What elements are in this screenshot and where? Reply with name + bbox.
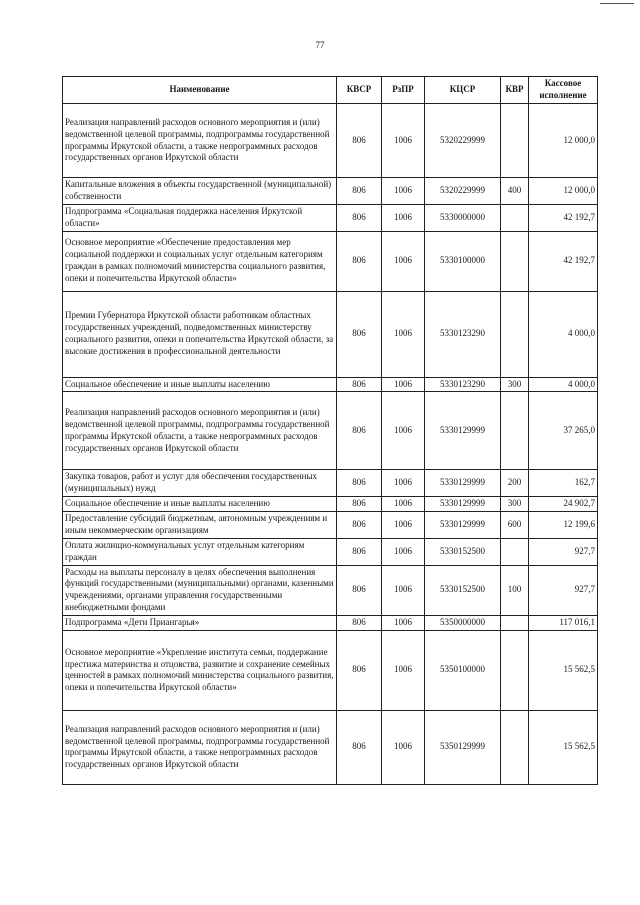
table-cell-name: Расходы на выплаты персоналу в целях обеспечения выполнения функций государственными (муниципальными) органами, казенными учреждениями, органами управления государственными внебюджетными фондами (63, 565, 337, 616)
table-cell-rzpr: 1006 (382, 204, 425, 231)
corner-mark (600, 3, 634, 4)
table-cell-kvsr: 806 (337, 470, 382, 497)
table-cell-rzpr: 1006 (382, 512, 425, 539)
table-cell-kvr: 400 (501, 178, 529, 205)
table-cell-kvsr: 806 (337, 392, 382, 470)
table-cell-amount: 162,7 (529, 470, 598, 497)
table-cell-kcsr: 5330123290 (425, 291, 501, 377)
table-cell-kvsr: 806 (337, 497, 382, 512)
table-cell-kvr (501, 538, 529, 565)
header-rzpr: РзПР (382, 77, 425, 104)
table-row (63, 392, 598, 470)
table-cell-rzpr: 1006 (382, 497, 425, 512)
table-cell-name: Премии Губернатора Иркутской области работникам областных государственных учреждений, подведомственных министерству социального развития, опеки и попечительства Иркутской области, за высокие достижения в профессиональной деятельности (63, 291, 337, 377)
table-cell-amount: 117 016,1 (529, 616, 598, 631)
table-cell-amount: 42 192,7 (529, 231, 598, 291)
table-row (63, 231, 598, 291)
table-cell-kcsr: 5330123290 (425, 377, 501, 392)
table-row (63, 104, 598, 178)
table-cell-rzpr: 1006 (382, 231, 425, 291)
table-cell-name: Реализация направлений расходов основного мероприятия и (или) ведомственной целевой программы, подпрограммы государственной программы Иркутской области, а также непрограммных расходов государственных органов Иркутской области (63, 392, 337, 470)
table-cell-name: Капитальные вложения в объекты государственной (муниципальной) собственности (63, 178, 337, 205)
table-cell-name: Закупка товаров, работ и услуг для обеспечения государственных (муниципальных) нужд (63, 470, 337, 497)
page-number: 77 (315, 40, 325, 50)
table-cell-kcsr: 5350000000 (425, 616, 501, 631)
table-row (63, 512, 598, 539)
table-cell-amount: 15 562,5 (529, 710, 598, 784)
header-kcsr: КЦСР (425, 77, 501, 104)
table-cell-kvsr: 806 (337, 178, 382, 205)
table-row (63, 616, 598, 631)
table-cell-name: Социальное обеспечение и иные выплаты населению (63, 377, 337, 392)
table-cell-kcsr: 5330152500 (425, 538, 501, 565)
table-cell-kvr (501, 392, 529, 470)
table-cell-amount: 12 000,0 (529, 104, 598, 178)
table-row (63, 565, 598, 616)
table-cell-kvr: 600 (501, 512, 529, 539)
table-cell-kvr (501, 204, 529, 231)
table-cell-name: Реализация направлений расходов основного мероприятия и (или) ведомственной целевой программы, подпрограммы государственной программы Иркутской области, а также непрограммных расходов государственных органов Иркутской области (63, 710, 337, 784)
table-cell-kvr: 100 (501, 565, 529, 616)
table-cell-kcsr: 5350100000 (425, 630, 501, 710)
table-cell-rzpr: 1006 (382, 377, 425, 392)
table-cell-name: Основное мероприятие «Укрепление института семьи, поддержание престижа материнства и отцовства, развитие и сохранение семейных ценностей в рамках полномочий министерства социального развития, опеки и попечительства Иркутской области» (63, 630, 337, 710)
table-cell-name: Оплата жилищно-коммунальных услуг отдельным категориям граждан (63, 538, 337, 565)
table-cell-kvr (501, 616, 529, 631)
table-cell-rzpr: 1006 (382, 565, 425, 616)
table-cell-amount: 927,7 (529, 538, 598, 565)
table-cell-name: Предоставление субсидий бюджетным, автономным учреждениям и иным некоммерческим организациям (63, 512, 337, 539)
table-cell-kvr: 300 (501, 497, 529, 512)
table-cell-amount: 927,7 (529, 565, 598, 616)
table-cell-amount: 4 000,0 (529, 377, 598, 392)
table-cell-rzpr: 1006 (382, 291, 425, 377)
table-cell-kcsr: 5330129999 (425, 512, 501, 539)
table-cell-name: Реализация направлений расходов основного мероприятия и (или) ведомственной целевой программы, подпрограммы государственной программы Иркутской области, а также непрограммных расходов государственных органов Иркутской области (63, 104, 337, 178)
header-name: Наименование (63, 77, 337, 104)
table-cell-kcsr: 5330129999 (425, 392, 501, 470)
table-cell-kcsr: 5330100000 (425, 231, 501, 291)
header-kvsr: КВСР (337, 77, 382, 104)
table-cell-rzpr: 1006 (382, 616, 425, 631)
table-cell-name: Социальное обеспечение и иные выплаты населению (63, 497, 337, 512)
table-cell-kvsr: 806 (337, 377, 382, 392)
table-cell-rzpr: 1006 (382, 630, 425, 710)
table-cell-amount: 24 902,7 (529, 497, 598, 512)
table-cell-kvsr: 806 (337, 710, 382, 784)
table-cell-kcsr: 5330129999 (425, 470, 501, 497)
table-cell-name: Подпрограмма «Социальная поддержка населения Иркутской области» (63, 204, 337, 231)
table-cell-amount: 15 562,5 (529, 630, 598, 710)
table-cell-kcsr: 5320229999 (425, 178, 501, 205)
table-cell-kvsr: 806 (337, 104, 382, 178)
table-cell-kvsr: 806 (337, 512, 382, 539)
table-row (63, 178, 598, 205)
table-cell-kvr (501, 291, 529, 377)
table-cell-amount: 37 265,0 (529, 392, 598, 470)
table-cell-kvsr: 806 (337, 565, 382, 616)
table-cell-name: Основное мероприятие «Обеспечение предоставления мер социальной поддержки и социальных услуг отдельным категориям граждан в рамках полномочий министерства социального развития, опеки и попечительства Иркутской области» (63, 231, 337, 291)
table-cell-rzpr: 1006 (382, 538, 425, 565)
table-row (63, 538, 598, 565)
budget-table (62, 76, 598, 785)
table-cell-kvr (501, 231, 529, 291)
table-row (63, 497, 598, 512)
header-kvr: КВР (501, 77, 529, 104)
table-cell-kvsr: 806 (337, 231, 382, 291)
table-row (63, 630, 598, 710)
table-cell-rzpr: 1006 (382, 392, 425, 470)
table-header-row (63, 77, 598, 104)
table-cell-amount: 4 000,0 (529, 291, 598, 377)
table-row (63, 470, 598, 497)
table-cell-kvr (501, 630, 529, 710)
table-cell-amount: 12 199,6 (529, 512, 598, 539)
table-cell-kcsr: 5330129999 (425, 497, 501, 512)
table-row (63, 291, 598, 377)
table-cell-rzpr: 1006 (382, 104, 425, 178)
table-cell-amount: 42 192,7 (529, 204, 598, 231)
table-cell-kvr (501, 710, 529, 784)
table-cell-rzpr: 1006 (382, 470, 425, 497)
table-cell-kvr: 200 (501, 470, 529, 497)
table-cell-amount: 12 000,0 (529, 178, 598, 205)
table-cell-kvr: 300 (501, 377, 529, 392)
table-cell-kcsr: 5350129999 (425, 710, 501, 784)
table-cell-kvsr: 806 (337, 538, 382, 565)
table-cell-kcsr: 5320229999 (425, 104, 501, 178)
table-cell-name: Подпрограмма «Дети Приангарья» (63, 616, 337, 631)
table-cell-kvsr: 806 (337, 204, 382, 231)
table-cell-kcsr: 5330000000 (425, 204, 501, 231)
table-cell-kvsr: 806 (337, 630, 382, 710)
table-cell-kvsr: 806 (337, 616, 382, 631)
table-cell-rzpr: 1006 (382, 178, 425, 205)
table-cell-rzpr: 1006 (382, 710, 425, 784)
table-row (63, 204, 598, 231)
table-cell-kvsr: 806 (337, 291, 382, 377)
table-row (63, 710, 598, 784)
table-row (63, 377, 598, 392)
table-cell-kcsr: 5330152500 (425, 565, 501, 616)
table-cell-kvr (501, 104, 529, 178)
header-amount: Кассовое исполнение (529, 77, 598, 104)
